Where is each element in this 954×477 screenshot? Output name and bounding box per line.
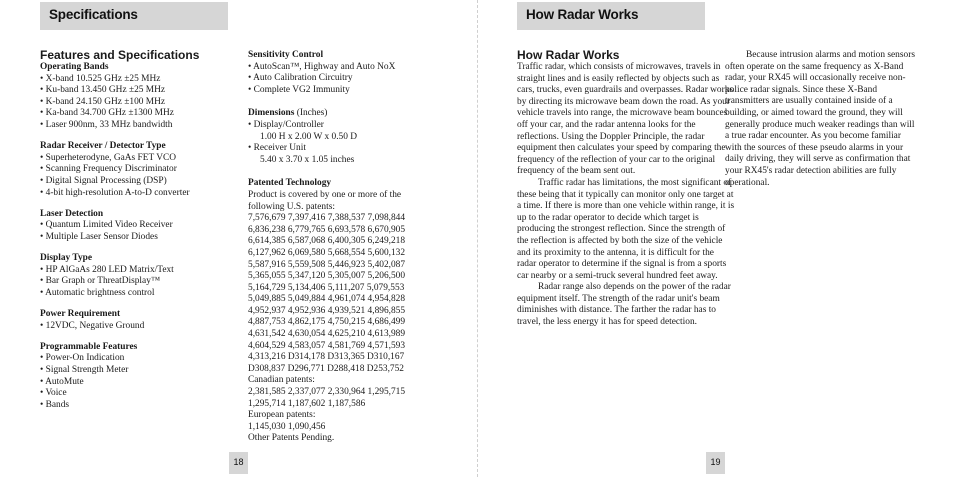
spec-item: • Laser 900nm, 33 MHz bandwidth xyxy=(40,119,173,130)
patent-line: Other Patents Pending. xyxy=(248,433,335,444)
sensitivity-item: • AutoScan™, Highway and Auto NoX xyxy=(248,61,396,72)
patent-line: Product is covered by one or more of the xyxy=(248,189,402,200)
spec-item: • 12VDC, Negative Ground xyxy=(40,320,145,331)
dimensions-title-main: Dimensions xyxy=(248,108,295,119)
spec-item: • Digital Signal Processing (DSP) xyxy=(40,175,167,186)
spec-section-title: Laser Detection xyxy=(40,208,104,219)
left-page-tab xyxy=(40,2,228,30)
spec-section xyxy=(40,62,240,132)
spec-item: • Ka-band 34.700 GHz ±1300 MHz xyxy=(40,108,174,119)
patent-line: 4,887,753 4,862,175 4,750,215 4,686,499 xyxy=(248,317,406,328)
patent-line: 5,164,729 5,134,406 5,111,207 5,079,553 xyxy=(248,282,405,293)
sensitivity-item: • Complete VG2 Immunity xyxy=(248,84,350,95)
spec-section-title: Operating Bands xyxy=(40,62,109,72)
radar-paragraph: Radar range also depends on the power of the radar equipment itself. The strength of the radar unit's beam diminishes with distance. The farther the radar has to travel, the less energy it has for speed detection. xyxy=(517,282,731,328)
spec-sections xyxy=(40,62,240,411)
spec-item: • Multiple Laser Sensor Diodes xyxy=(40,231,158,242)
patent-line: 1,145,030 1,090,456 xyxy=(248,421,326,432)
patent-line: following U.S. patents: xyxy=(248,201,335,212)
spec-item: • Voice xyxy=(40,388,67,399)
patent-line: 6,127,962 6,069,580 5,668,554 5,600,132 xyxy=(248,247,406,258)
patent-line: 6,836,238 6,779,765 6,693,578 6,670,905 xyxy=(248,224,406,235)
patent-line: 2,381,585 2,337,077 2,330,964 1,295,715 xyxy=(248,387,406,398)
radar-paragraph: Traffic radar, which consists of microwaves, travels in straight lines and is easily reflected by objects such as cars, trucks, even guardrails and overpasses. Radar works by directing its microwave beam down the road. As your vehicle travels into range, the microwave beam bounces off your car, and the radar antenna looks for the reflections. Using the Doppler Principle, the radar equipment then calculates your speed by comparing the frequency of the reflection of your car to the original frequency of the beam sent out. xyxy=(517,62,734,177)
spec-section xyxy=(40,209,240,244)
spec-section-title: Display Type xyxy=(40,253,93,264)
page-divider xyxy=(477,0,478,477)
sensitivity-title: Sensitivity Control xyxy=(248,50,324,60)
spec-item: • Superheterodyne, GaAs FET VCO xyxy=(40,152,176,163)
patent-line: 6,614,385 6,587,068 6,400,305 6,249,218 xyxy=(248,236,406,247)
patent-lines xyxy=(248,190,463,445)
spec-item: • Bands xyxy=(40,399,70,410)
spec-item: • Power-On Indication xyxy=(40,353,125,364)
left-column-1 xyxy=(40,48,240,421)
spec-item: • X-band 10.525 GHz ±25 MHz xyxy=(40,73,161,84)
dimensions-line: 5.40 x 3.70 x 1.05 inches xyxy=(260,154,355,165)
patent-line: 5,587,916 5,559,508 5,446,923 5,402,087 xyxy=(248,259,406,270)
spec-section xyxy=(40,253,240,299)
spec-section-title: Radar Receiver / Detector Type xyxy=(40,141,166,152)
spec-item: • Automatic brightness control xyxy=(40,287,155,298)
left-column-2 xyxy=(248,50,463,455)
patents-title: Patented Technology xyxy=(248,178,332,189)
patent-line: 4,631,542 4,630,054 4,625,210 4,613,989 xyxy=(248,329,406,340)
left-page-number: 18 xyxy=(229,452,248,474)
sensitivity-item: • Auto Calibration Circuitry xyxy=(248,73,353,84)
spec-section-title: Power Requirement xyxy=(40,309,121,320)
right-page-tab-title: How Radar Works xyxy=(526,7,639,22)
spec-item: • Scanning Frequency Discriminator xyxy=(40,164,177,175)
spec-item: • Quantum Limited Video Receiver xyxy=(40,220,173,231)
patent-line: D308,837 D296,771 D288,418 D253,752 xyxy=(248,363,404,374)
spec-item: • AutoMute xyxy=(40,376,84,387)
spec-item: • Ku-band 13.450 GHz ±25 MHz xyxy=(40,85,166,96)
left-page-tab-title: Specifications xyxy=(49,7,138,22)
patent-line: 4,313,216 D314,178 D313,365 D310,167 xyxy=(248,352,405,363)
patents-section xyxy=(248,178,463,445)
patent-line: 1,295,714 1,187,602 1,187,586 xyxy=(248,398,366,409)
patent-line: Canadian patents: xyxy=(248,375,315,386)
how-radar-paragraphs xyxy=(517,62,735,329)
dimensions-title-suffix: (Inches) xyxy=(294,108,328,119)
spec-item: • HP AlGaAs 280 LED Matrix/Text xyxy=(40,264,174,275)
how-radar-heading: How Radar Works xyxy=(517,48,620,62)
right-column-1 xyxy=(517,48,735,329)
dimensions-title xyxy=(248,108,463,120)
sensitivity-section xyxy=(248,50,463,96)
patent-line: 5,049,885 5,049,884 4,961,074 4,954,828 xyxy=(248,294,406,305)
patent-line: 7,576,679 7,397,416 7,388,537 7,098,844 xyxy=(248,213,406,224)
patent-line: 4,604,529 4,583,057 4,581,769 4,571,593 xyxy=(248,340,406,351)
dimensions-line: • Receiver Unit xyxy=(248,143,306,154)
sensitivity-items xyxy=(248,62,463,97)
right-page-number: 19 xyxy=(706,452,725,474)
spec-section xyxy=(40,141,240,199)
dimensions-line: • Display/Controller xyxy=(248,119,324,130)
radar-paragraph: Traffic radar has limitations, the most significant of these being that it typically can monitor only one target at a time. If there is more than one vehicle within range, it is up to the radar operator to decide which target is producing the strongest reflection. Since the strength of the reflection is affected by both the size of the vehicle and its proximity to the antenna, it is difficult for the radar operator to determine if the signal is from a sports car nearby or a semi-truck several hundred feet away. xyxy=(517,177,735,281)
dimensions-section xyxy=(248,108,463,166)
intrusion-alarm-paragraph: Because intrusion alarms and motion sensors often operate on the same frequency as X-Band radar, your RX45 will occasionally receive non-police radar signals. Since these X-Band transmitters are usually contained inside of a building, or aimed toward the ground, they will generally produce much weaker readings than will a true radar encounter. As you become familiar with the sources of these pseudo alarms in your daily driving, they will serve as confirmation that your RX45's radar detection abilities are fully operational. xyxy=(725,50,915,188)
spec-item: • K-band 24.150 GHz ±100 MHz xyxy=(40,96,166,107)
patent-line: 5,365,055 5,347,120 5,305,007 5,206,500 xyxy=(248,271,406,282)
spec-section xyxy=(40,342,240,412)
spec-item: • 4-bit high-resolution A-to-D converter xyxy=(40,187,190,198)
spec-section xyxy=(40,309,240,332)
dimensions-line: 1.00 H x 2.00 W x 0.50 D xyxy=(260,131,358,142)
spec-section-title: Programmable Features xyxy=(40,341,138,352)
spec-item: • Signal Strength Meter xyxy=(40,365,129,376)
patent-line: 4,952,937 4,952,936 4,939,521 4,896,855 xyxy=(248,305,406,316)
right-column-2 xyxy=(725,50,915,189)
spec-item: • Bar Graph or ThreatDisplay™ xyxy=(40,276,161,287)
features-heading: Features and Specifications xyxy=(40,48,200,62)
patent-line: European patents: xyxy=(248,410,316,421)
right-page-tab xyxy=(517,2,705,30)
